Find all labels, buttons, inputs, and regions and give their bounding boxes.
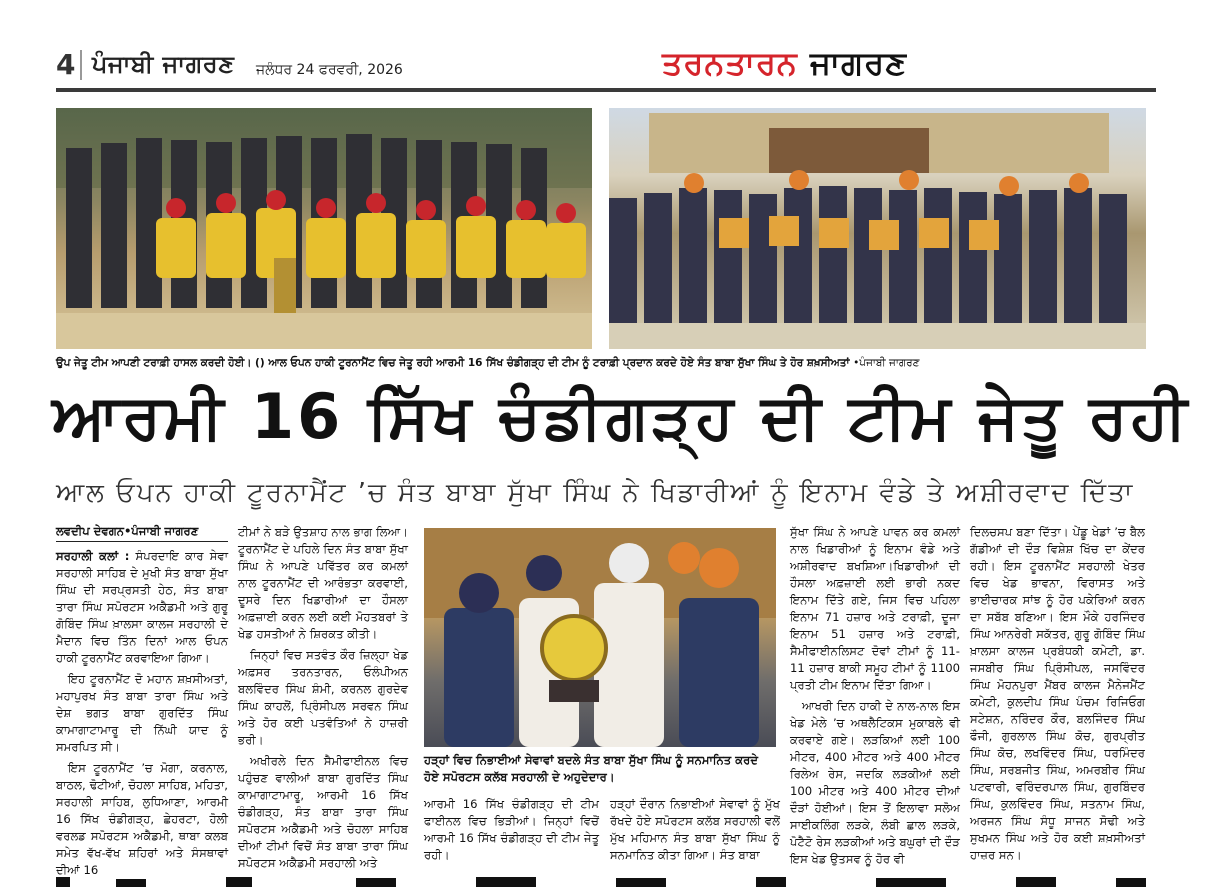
masthead-rule bbox=[56, 88, 1156, 92]
article-paragraph: ਦਿਲਚਸਪ ਬਣਾ ਦਿੱਤਾ। ਪੇਂਡੂ ਖੇਡਾਂ ’ਚ ਬੈਲ ਗੱਡੀਆਂ ਦੀ ਦੌੜ ਵਿਸ਼ੇਸ਼ ਖਿੱਚ ਦਾ ਕੇਂਦਰ ਰਹੀ। ਇਸ ਟੂਰਨਾਮੈਂਟ ਸਰਹਾਲੀ ਖੇਤਰ ਵਿਚ ਖੇਡ ਭਾਵਨਾ, ਵਿਰਾਸਤ ਅਤੇ ਭਾਈਚਾਰਕ ਸਾਂਝ ਨੂੰ ਹੋਰ ਪਕੇਰਿਆਂ ਕਰਨ ਦਾ ਸਬੱਬ ਬਣਿਆ। ਇਸ ਮੌਕੇ ਹਰਜਿੰਦਰ ਸਿੰਘ ਆਨਰੇਰੀ ਸਕੱਤਰ, ਗੁਰੂ ਗੋਬਿੰਦ ਸਿੰਘ ਖ਼ਾਲਸਾ ਕਾਲਜ ਪ੍ਰਬੰਧਕੀ ਕਮੇਟੀ, ਡਾ. ਜਸਬੀਰ ਸਿੰਘ ਪ੍ਰਿੰਸੀਪਲ, ਜਸਵਿੰਦਰ ਸਿੰਘ ਮੋਹਨਪੁਰਾ ਮੈਂਬਰ ਕਾਲਜ ਮੈਨੇਜਮੈਂਟ ਕਮੇਟੀ, ਕੁਲਦੀਪ ਸਿੰਘ ਪੰਚਮ ਰਿਜਿਓਗ ਸਟੇਸ਼ਨ, ਨਰਿੰਦਰ ਕੌਰ, ਬਲਜਿੰਦਰ ਸਿੰਘ ਫੌਜੀ, ਗੁਰਲਾਲ ਸਿੰਘ ਕੋਚ, ਗੁਰਪ੍ਰੀਤ ਸਿੰਘ ਕੋਚ, ਲਖਵਿੰਦਰ ਸਿੰਘ, ਧਰਮਿੰਦਰ ਸਿੰਘ, ਸਰਬਜੀਤ ਸਿੰਘ, ਅਮਰਬੀਰ ਸਿੰਘ ਪਟਵਾਰੀ, ਵਰਿੰਦਰਪਾਲ ਸਿੰਘ, ਗੁਰਬਿੰਦਰ ਸਿੰਘ, ਕੁਲਵਿੰਦਰ ਸਿੰਘ, ਸਤਨਾਮ ਸਿੰਘ, ਅਰਜਨ ਸਿੰਘ ਸੰਧੂ ਸਾਜਨ ਸੋਢੀ ਅਤੇ ਸੁਖਮਨ ਸਿੰਘ ਅਤੇ ਹੋਰ ਕਈ ਸ਼ਖ਼ਸੀਅਤਾਂ ਹਾਜ਼ਰ ਸਨ। bbox=[970, 525, 1145, 862]
article-paragraph-text: ਸੰਪਰਦਾਇ ਕਾਰ ਸੇਵਾ ਸਰਹਾਲੀ ਸਾਹਿਬ ਦੇ ਮੁਖੀ ਸੰਤ ਬਾਬਾ ਸੁੱਖਾ ਸਿੰਘ ਦੀ ਸਰਪ੍ਰਸਤੀ ਹੇਠ, ਸੰਤ ਬਾਬਾ ਤਾਰਾ ਸਿੰਘ ਸਪੋਰਟਸ ਅਕੈਡਮੀ ਅਤੇ ਗੁਰੂ ਗੋਬਿੰਦ ਸਿੰਘ ਖ਼ਾਲਸਾ ਕਾਲਜ ਸਰਹਾਲੀ ਦੇ ਮੈਦਾਨ ਵਿਚ ਤਿੰਨ ਦਿਨਾਂ ਆਲ ਓਪਨ ਹਾਕੀ ਟੂਰਨਾਮੈਂਟ ਕਰਵਾਇਆ ਗਿਆ। bbox=[56, 549, 229, 665]
honoring-photo-caption: ਹੜ੍ਹਾਂ ਵਿਚ ਨਿਭਾਈਆਂ ਸੇਵਾਵਾਂ ਬਦਲੇ ਸੰਤ ਬਾਬਾ ਸੁੱਖਾ ਸਿੰਘ ਨੂੰ ਸਨਮਾਨਿਤ ਕਰਦੇ ਹੋਏ ਸਪੋਰਟਸ ਕਲੱਬ ਸਰਹਾਲੀ ਦੇ ਅਹੁਦੇਦਾਰ। bbox=[424, 753, 759, 784]
honoring-ceremony-photo bbox=[424, 528, 776, 747]
honoring-ceremony-photo-illustration bbox=[424, 528, 776, 747]
article-paragraph: ਆਰਮੀ 16 ਸਿੱਖ ਚੰਡੀਗੜ੍ਹ ਦੀ ਟੀਮ ਫਾਈਨਲ ਵਿਚ ਭਿੜੀਆਂ। ਜਿਨ੍ਹਾਂ ਵਿਚੋਂ ਆਰਮੀ 16 ਸਿੱਖ ਚੰਡੀਗੜ੍ਹ ਦੀ ਟੀਮ ਜੇਤੂ ਰਹੀ। bbox=[424, 797, 599, 862]
section-title-part1: ਤਰਨਤਾਰਨ bbox=[662, 44, 798, 82]
article-paragraph: ਆਖਰੀ ਦਿਨ ਹਾਕੀ ਦੇ ਨਾਲ-ਨਾਲ ਇਸ ਖੇਡ ਮੇਲੇ ’ਚ ਅਥਲੈਟਿਕਸ ਮੁਕਾਬਲੇ ਵੀ ਕਰਵਾਏ ਗਏ। ਲੜਕਿਆਂ ਲਈ 100 ਮੀਟਰ, 400 ਮੀਟਰ ਅਤੇ 400 ਮੀਟਰ ਰਿਲੇਅ ਰੇਸ, ਜਦਕਿ ਲੜਕੀਆਂ ਲਈ 100 ਮੀਟਰ ਅਤੇ 400 ਮੀਟਰ ਦੀਆਂ ਦੌੜਾਂ ਹੋਈਆਂ। ਇਸ ਤੋਂ ਇਲਾਵਾ ਸਲੋਅ ਸਾਈਕਲਿੰਗ ਲੜਕੇ, ਲੰਬੀ ਛਾਲ ਲੜਕੇ, ਪੋਟੈਟੋ ਰੇਸ ਲੜਕੀਆਂ ਅਤੇ ਬਘੁਰਾਂ ਦੀ ਦੌੜ ਇਸ ਖੇਡ ਉਤਸਵ ਨੂੰ ਹੋਰ ਵੀ bbox=[790, 699, 960, 866]
article-paragraph: ਟੀਮਾਂ ਨੇ ਬੜੇ ਉਤਸ਼ਾਹ ਨਾਲ ਭਾਗ ਲਿਆ। ਟੂਰਨਾਮੈਂਟ ਦੇ ਪਹਿਲੇ ਦਿਨ ਸੰਤ ਬਾਬਾ ਸੁੱਖਾ ਸਿੰਘ ਨੇ ਆਪਣੇ ਪਵਿੱਤਰ ਕਰ ਕਮਲਾਂ ਨਾਲ ਟੂਰਨਾਮੈਂਟ ਦੀ ਆਰੰਭਤਾ ਕਰਵਾਈ, ਦੂਸਰੇ ਦਿਨ ਖਿਡਾਰੀਆਂ ਦਾ ਹੌਸਲਾ ਅਫ਼ਜ਼ਾਈ ਕਰਨ ਲਈ ਕਈ ਮੋਹਤਬਰਾਂ ਤੇ ਖੇਡ ਹਸਤੀਆਂ ਨੇ ਸ਼ਿਰਕਤ ਕੀਤੀ। bbox=[238, 525, 408, 641]
article-paragraph: ਜਿਨ੍ਹਾਂ ਵਿਚ ਸਤਵੰਤ ਕੌਰ ਜ਼ਿਲ੍ਹਾ ਖੇਡ ਅਫ਼ਸਰ ਤਰਨਤਾਰਨ, ਓਲੰਪੀਅਨ ਬਲਵਿੰਦਰ ਸਿੰਘ ਸ਼ੰਮੀ, ਕਰਨਲ ਗੁਰਦੇਵ ਸਿੰਘ ਕਾਹਲੋਂ, ਪ੍ਰਿੰਸੀਪਲ ਸਰਵਨ ਸਿੰਘ ਅਤੇ ਹੋਰ ਕਈ ਪਤਵੰਤਿਆਂ ਨੇ ਹਾਜ਼ਰੀ ਭਰੀ। bbox=[238, 648, 408, 747]
winning-team-photo bbox=[609, 108, 1146, 349]
article-paragraph bbox=[56, 548, 228, 667]
next-article-cut-off bbox=[56, 872, 1156, 884]
newspaper-name: ਪੰਜਾਬੀ ਜਾਗਰਣ bbox=[92, 50, 235, 78]
section-title bbox=[662, 44, 907, 83]
byline: ਲਵਦੀਪ ਦੇਵਗਨ•ਪੰਜਾਬੀ ਜਾਗਰਣ bbox=[56, 524, 228, 542]
cut-off-headline-fragment bbox=[56, 875, 1156, 887]
article-column-2 bbox=[238, 524, 408, 870]
section-title-part2: ਜਾਗਰਣ bbox=[809, 44, 907, 82]
article-paragraph: ਸੁੱਖਾ ਸਿੰਘ ਨੇ ਆਪਣੇ ਪਾਵਨ ਕਰ ਕਮਲਾਂ ਨਾਲ ਖਿਡਾਰੀਆਂ ਨੂੰ ਇਨਾਮ ਵੰਡੇ ਅਤੇ ਅਸ਼ੀਰਵਾਦ ਬਖਸ਼ਿਆ।ਖਿਡਾਰੀਆਂ ਦੀ ਹੌਸਲਾ ਅਫ਼ਜ਼ਾਈ ਲਈ ਭਾਰੀ ਨਕਦ ਇਨਾਮ ਦਿੱਤੇ ਗਏ, ਜਿਸ ਵਿਚ ਪਹਿਲਾ ਇਨਾਮ 71 ਹਜ਼ਾਰ ਅਤੇ ਟਰਾਫ਼ੀ, ਦੂਜਾ ਇਨਾਮ 51 ਹਜ਼ਾਰ ਅਤੇ ਟਰਾਫ਼ੀ, ਸੈਮੀਫਾਈਨਲਿਸਟ ਦੋਵਾਂ ਟੀਮਾਂ ਨੂੰ 11-11 ਹਜ਼ਾਰ ਬਾਕੀ ਸਮੂਹ ਟੀਮਾਂ ਨੂੰ 1100 ਪ੍ਰਤੀ ਟੀਮ ਇਨਾਮ ਦਿੱਤਾ ਗਿਆ। bbox=[790, 525, 960, 692]
dateline: ਜਲੰਧਰ 24 ਫਰਵਰੀ, 2026 bbox=[256, 62, 403, 78]
article-column-3 bbox=[424, 796, 599, 868]
page-number: 4 bbox=[56, 48, 76, 81]
article-paragraph: ਇਹ ਟੂਰਨਾਮੈਂਟ ਦੋ ਮਹਾਨ ਸ਼ਖ਼ਸੀਅਤਾਂ, ਮਹਾਪੁਰਖ ਸੰਤ ਬਾਬਾ ਤਾਰਾ ਸਿੰਘ ਅਤੇ ਦੇਸ਼ ਭਗਤ ਬਾਬਾ ਗੁਰਦਿੱਤ ਸਿੰਘ ਕਾਮਾਗਾਟਾਮਾਰੂ ਦੀ ਨਿੱਘੀ ਯਾਦ ਨੂੰ ਸਮਰਪਿਤ ਸੀ। bbox=[56, 672, 228, 754]
photo-caption bbox=[56, 357, 1156, 370]
article-paragraph: ਹੜ੍ਹਾਂ ਦੌਰਾਨ ਨਿਭਾਈਆਂ ਸੇਵਾਵਾਂ ਨੂੰ ਮੁੱਖ ਰੱਖਦੇ ਹੋਏ ਸਪੋਰਟਸ ਕਲੱਬ ਸਰਹਾਲੀ ਵਲੋਂ ਮੁੱਖ ਮਹਿਮਾਨ ਸੰਤ ਬਾਬਾ ਸੁੱਖਾ ਸਿੰਘ ਨੂੰ ਸਨਮਾਨਿਤ ਕੀਤਾ ਗਿਆ। ਸੰਤ ਬਾਬਾ bbox=[610, 797, 780, 862]
article-column-6 bbox=[970, 524, 1145, 866]
article-paragraph: ਇਸ ਟੂਰਨਾਮੈਂਟ ’ਚ ਮੋਗਾ, ਕਰਨਾਲ, ਬਾਠਲ, ਢੋਟੀਆਂ, ਚੋਹਲਾ ਸਾਹਿਬ, ਮਹਿਤਾ, ਸਰਹਾਲੀ ਸਾਹਿਬ, ਲੁਧਿਆਣਾ, ਆਰਮੀ 16 ਸਿੱਖ ਚੰਡੀਗੜ੍ਹ, ਛੇਹਰਟਾ, ਹੋਲੀ ਵਰਲਡ ਸਪੋਰਟਸ ਅਕੈਡਮੀ, ਥਾਬਾ ਕਲਬ ਸਮੇਤ ਵੱਖ-ਵੱਖ ਸ਼ਹਿਰਾਂ ਅਤੇ ਸੰਸਥਾਵਾਂ ਦੀਆਂ 16 bbox=[56, 761, 228, 877]
runner-up-team-photo bbox=[56, 108, 592, 349]
headline: ਆਰਮੀ 16 ਸਿੱਖ ਚੰਡੀਗੜ੍ਹ ਦੀ ਟੀਮ ਜੇਤੂ ਰਹੀ bbox=[52, 380, 1190, 453]
photo-caption-text: ਉਪ ਜੇਤੂ ਟੀਮ ਆਪਣੀ ਟਰਾਫ਼ੀ ਹਾਸਲ ਕਰਦੀ ਹੋਈ। () ਆਲ ਓਪਨ ਹਾਕੀ ਟੂਰਨਾਮੈਂਟ ਵਿਚ ਜੇਤੂ ਰਹੀ ਆਰਮੀ 16 ਸਿੱਖ ਚੰਡੀਗੜ੍ਹ ਦੀ ਟੀਮ ਨੂੰ ਟਰਾਫ਼ੀ ਪ੍ਰਦਾਨ ਕਰਦੇ ਹੋਏ ਸੰਤ ਬਾਬਾ ਸੁੱਖਾ ਸਿੰਘ ਤੇ ਹੋਰ ਸ਼ਖ਼ਸੀਅਤਾਂ bbox=[56, 357, 850, 369]
masthead-divider bbox=[80, 50, 82, 80]
winning-team-photo-illustration bbox=[609, 108, 1146, 349]
subheadline: ਆਲ ਓਪਨ ਹਾਕੀ ਟੂਰਨਾਮੈਂਟ ’ਚ ਸੰਤ ਬਾਬਾ ਸੁੱਖਾ ਸਿੰਘ ਨੇ ਖਿਡਾਰੀਆਂ ਨੂੰ ਇਨਾਮ ਵੰਡੇ ਤੇ ਅਸ਼ੀਰਵਾਦ ਦਿੱਤਾ bbox=[56, 478, 1135, 508]
dateline-place: ਸਰਹਾਲੀ ਕਲਾਂ : bbox=[56, 549, 130, 563]
article-paragraph: ਅਖੀਰਲੇ ਦਿਨ ਸੈਮੀਫਾਈਨਲ ਵਿਚ ਪਹੁੰਚਣ ਵਾਲੀਆਂ ਬਾਬਾ ਗੁਰਦਿੱਤ ਸਿੰਘ ਕਾਮਾਗਾਟਾਮਾਰੂ, ਆਰਮੀ 16 ਸਿੱਖ ਚੰਡੀਗੜ੍ਹ, ਸੰਤ ਬਾਬਾ ਤਾਰਾ ਸਿੰਘ ਸਪੋਰਟਸ ਅਕੈਡਮੀ ਅਤੇ ਚੋਹਲਾ ਸਾਹਿਬ ਦੀਆਂ ਟੀਮਾਂ ਵਿਚੋਂ ਸੰਤ ਬਾਬਾ ਤਾਰਾ ਸਿੰਘ ਸਪੋਰਟਸ ਅਕੈਡਮੀ ਸਰਹਾਲੀ ਅਤੇ bbox=[238, 754, 408, 870]
runner-up-team-photo-illustration bbox=[56, 108, 592, 349]
photo-credit: •ਪੰਜਾਬੀ ਜਾਗਰਣ bbox=[853, 357, 920, 369]
article-column-4 bbox=[610, 796, 780, 868]
article-column-5 bbox=[790, 524, 960, 866]
article-column-1 bbox=[56, 548, 229, 877]
